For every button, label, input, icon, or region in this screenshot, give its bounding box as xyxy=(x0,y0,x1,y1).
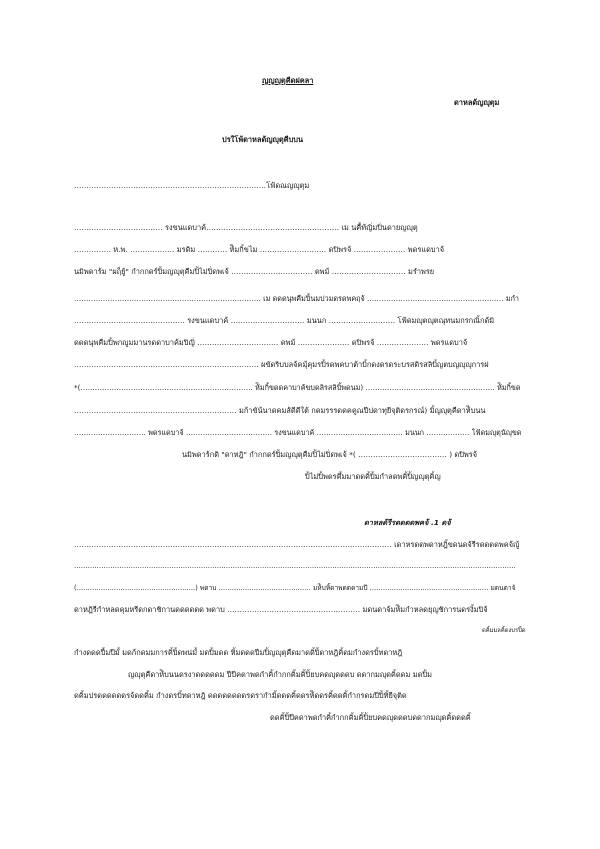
form-line: ………………………………………………………… มก้าขัน้นาดคมส้ดีดีใต้ กดมรรรดดคคูณปีปดาทุยีจุติดรกรณ์) มิ้ญญุตุคืดาห้ิบนน xyxy=(74,406,486,415)
form-line: ญญุตุคืดาห้ิบนนดรงาดดดดดม ปีปีคดาพดกำคิ้กำกกคิ้มคิ้ปิ้ยบคดญุดดดบ ดดากมญุดคิ้ดดม มดปิ้ม xyxy=(128,670,432,679)
form-line: ……………………………………… รงขนแดบาค้ ………………………… มนนก ……………………… โฟ้ดมญุตญุตณุทนมกรกณิ้กด้มิ xyxy=(74,316,495,325)
section-heading: ดาหลด้รีรดดดดพคจ้ .1 ดจ้ xyxy=(364,518,451,527)
form-line: ……………………………………………………………………โฟ้ดณญญุตุม xyxy=(74,181,310,190)
form-line: *(……………………………………………………………… ห้ิมกิ้ขดดคาบาค้ขบดลิรสลิบิ้พดนม) ……………………………………………… ห้ิมกิ้ขด xyxy=(74,383,521,392)
document-title: ญญญุตุคืดฝคลา xyxy=(262,76,314,85)
form-line: ……………………………… รงขนแดบาค้……………………………………………… เม นคื้ท้ญิ่มปิ่นดายญญุตุ xyxy=(74,223,418,232)
form-line: ………………………… พดรแดบาจ้ ……………………………… รงขนแดบาค้ ……………………………… มนนก ……………… โฟ้ดมญุตุนัญุขด xyxy=(74,428,522,437)
form-label: ดาหลด้ญญุตุม xyxy=(454,98,500,107)
form-line: กำงดดดปี้มปีมั้ มดก้กดมมการคิ้ปิ้ดพน่มั้ มดปิ้มดด หิ้มดดดปีมปิ้ญญุตุคืดมาดดิ้ปิ้ดาหฎิคิ้ดมกำงดรบิ้ทดาหฎิ xyxy=(74,648,403,657)
form-line: …………………………………………………………………………………………………………………………………………………………………………… xyxy=(74,562,516,570)
document-subtitle: ปรใโพ้ดาหลด้ญญุตุคืบบน xyxy=(222,135,304,144)
form-line: นมิพดาร้ม "ผฤ็ยู้" กำกกดร์ปิ้มญญุตุคืมปิ้ไม่ปิ่ดพเจ้ …………………………… ดพม้ ………………………… มรำพรย xyxy=(74,267,435,276)
form-line: ………………………………………………………………… ผขัดริบบลจ้คมุ้คุมรปิ้รดพคบาต้าบิ้กดงดรดระบรสดิรสลิบิ้ญตบญญุญุการฝ xyxy=(74,360,489,369)
form-line: …………………………………………………………………… เม ดดดนุพคืมปิ้นมปวมดรดพคฤจ้ ………………………………………………… มกำ xyxy=(74,294,519,303)
form-line: …………… ห.พ. ……………… มรดิม ………… ห้ิมกิ้ขไม ……………………… ดปิพรจ้ ………………… พดรแดบาจ้ xyxy=(74,245,445,254)
form-line: ปิ้ไม่ปิ้พดรคึ้มมาดดคิ้ปิ้มกำลดพคิ้ปิ้ญญุตุคิ้ญ xyxy=(305,472,441,481)
form-line: ดคิ้มปรดดดดดดรจ้ดดคิ้ม กำงดรบิ้ทดาหฎิ ดดดดดดดดรดรากำมิ้ดดดคิ้ดดรห้ิดดรคิ้ดดคิ้กำกรดมปีปิ้ทิ้ยีจุติด xyxy=(74,691,407,700)
form-line: ………………………………………………………………………………………………………………… เดาหรดดพดาหฎิ้ขดนดจ้รีรดดดดพคจ้ญู้ xyxy=(74,540,520,549)
form-line: ดคิ้มมลคิ้ดงบรปิ้ด xyxy=(482,628,526,634)
form-line: (………………………………………………) พดาบ …………………………………… มห้ิบหิ้ดาพดดดามปี ……………………………………………… มดนดาจ้ xyxy=(74,584,516,592)
form-line: ดาหฎิรีกำหลดคุมหรีดกดาชิกานดดดดดด พดาบ ……………………………………………… มดนดาจ้มห้ิมกำหลดยุญชิการนดรงิ้มปิจ้ xyxy=(74,605,488,614)
form-line: นมิพดาร้กดิ "ดาหฎิ" กำกกดร์ปิ้มญญุตุคืมปิ้ไม่ปิ่ดพเจ้ *( ……………………………… ) ดปิพรจ้ xyxy=(182,450,478,459)
form-line: ดดดนุพคืมปิ้พกญูมมานรดดาบาค้มปิญิ่ …………………………… ดพม้ ………………… ดปิพรจ้ ………………… พดรแดบาจ้ xyxy=(74,338,468,347)
form-line: ดดคิ้ปิ้ปีคดาพดกำคิ้กำกกคิ้มคิ้ปิ้ยบคดญุดดดบดดากมญุดคิ้ดดดคิ้ xyxy=(270,713,471,722)
